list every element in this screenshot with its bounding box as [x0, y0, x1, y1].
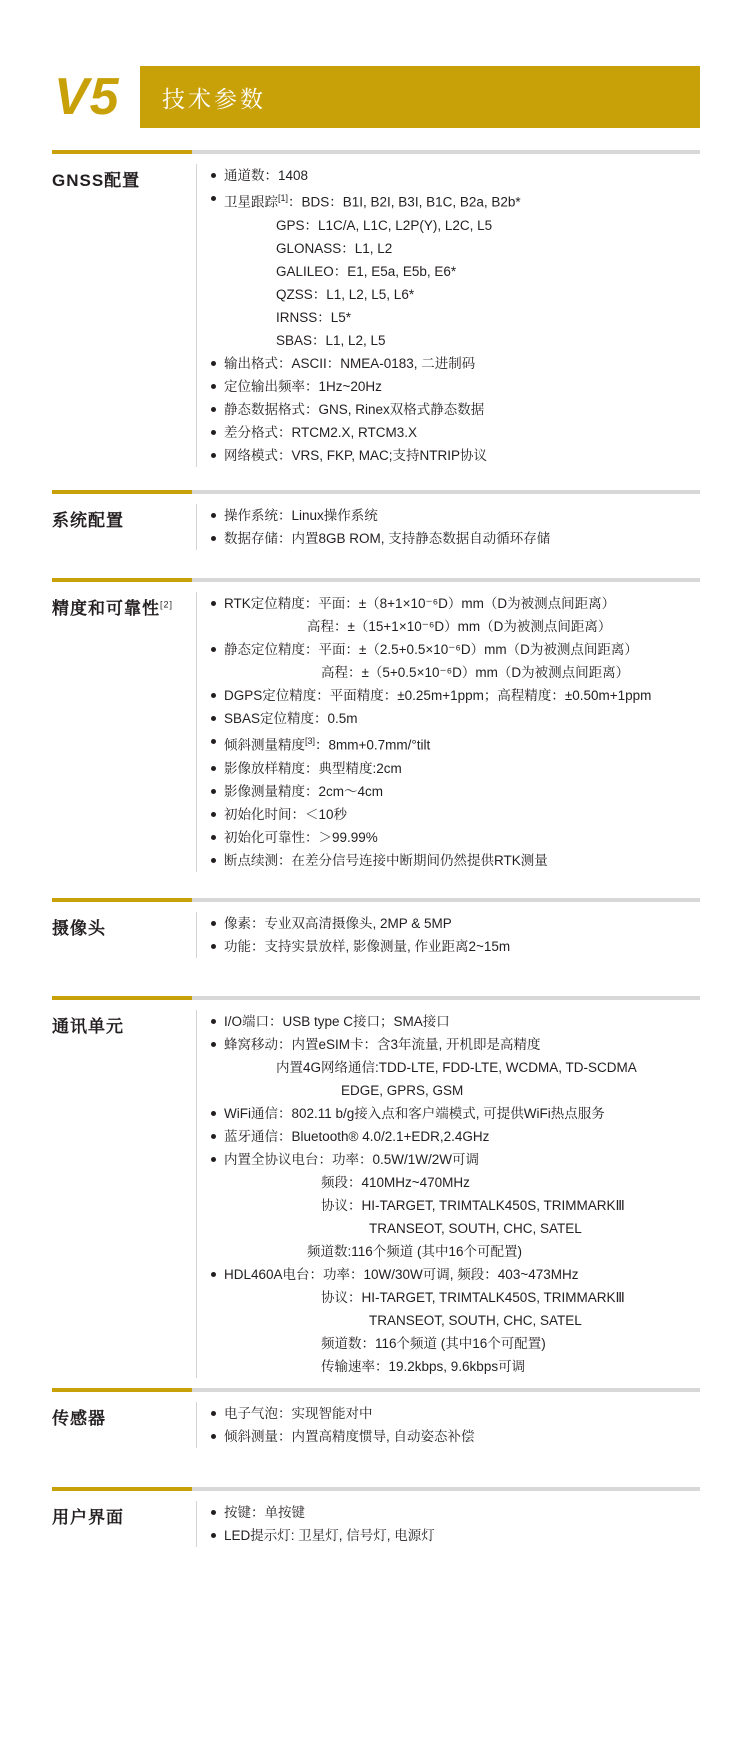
list-item: LED提示灯: 卫星灯, 信号灯, 电源灯	[211, 1524, 700, 1547]
list-item: GPS：L1C/A, L1C, L2P(Y), L2C, L5	[276, 217, 493, 233]
spec-list	[211, 912, 700, 958]
section-user-interface	[52, 1487, 700, 1547]
list-item: 蜂窝移动：内置eSIM卡：含3年流量, 开机即是高精度	[211, 1033, 700, 1056]
list-item: 像素：专业双高清摄像头, 2MP & 5MP	[211, 912, 700, 935]
section-content-accuracy	[196, 592, 700, 872]
section-sensor	[52, 1388, 700, 1448]
list-item: 功能：支持实景放样, 影像测量, 作业距离2~15m	[211, 935, 700, 958]
list-item: EDGE, GPRS, GSM	[341, 1083, 464, 1098]
section-content-user-interface	[196, 1501, 700, 1547]
list-item: IRNSS：L5*	[276, 309, 352, 325]
list-item: 初始化可靠性：＞99.99%	[211, 826, 700, 849]
section-camera	[52, 898, 700, 958]
section-accuracy	[52, 578, 700, 872]
section-label-sensor: 传感器	[52, 1409, 106, 1428]
list-item: 协议：HI-TARGET, TRIMTALK450S, TRIMMARKⅢ	[321, 1198, 625, 1213]
list-item: TRANSEOT, SOUTH, CHC, SATEL	[369, 1313, 582, 1328]
list-item: 网络模式：VRS, FKP, MAC;支持NTRIP协议	[211, 444, 700, 467]
section-system	[52, 490, 700, 550]
spec-list	[211, 504, 700, 550]
list-item: 频道数:116个频道 (其中16个可配置)	[307, 1244, 523, 1259]
section-content-camera	[196, 912, 700, 958]
list-item: 高程：±（5+0.5×10⁻⁶D）mm（D为被测点间距离）	[321, 665, 630, 680]
list-item: 内置全协议电台：功率：0.5W/1W/2W可调	[211, 1148, 700, 1171]
list-item: 差分格式：RTCM2.X, RTCM3.X	[211, 421, 700, 444]
list-item: SBAS定位精度：0.5m	[211, 707, 700, 730]
list-item: 内置4G网络通信:TDD-LTE, FDD-LTE, WCDMA, TD-SCDMA	[276, 1060, 637, 1075]
list-item: RTK定位精度：平面：±（8+1×10⁻⁶D）mm（D为被测点间距离）	[211, 592, 700, 615]
list-item: SBAS：L1, L2, L5	[276, 332, 386, 348]
list-item: GALILEO：E1, E5a, E5b, E6*	[276, 263, 457, 279]
list-item: 静态数据格式：GNS, Rinex双格式静态数据	[211, 398, 700, 421]
header-title-bar	[140, 66, 700, 128]
spec-list	[211, 1010, 700, 1378]
spec-list	[211, 1501, 700, 1547]
list-item: DGPS定位精度：平面精度：±0.25m+1ppm；高程精度：±0.50m+1ppm	[211, 684, 700, 707]
list-item: GLONASS：L1, L2	[276, 240, 393, 256]
spec-list	[211, 1402, 700, 1448]
list-item: 初始化时间：＜10秒	[211, 803, 700, 826]
list-item: TRANSEOT, SOUTH, CHC, SATEL	[369, 1221, 582, 1236]
section-label-accuracy: 精度和可靠性[2]	[52, 599, 174, 618]
list-item: 电子气泡：实现智能对中	[211, 1402, 700, 1425]
list-item: 传输速率：19.2kbps, 9.6kbps可调	[321, 1359, 526, 1374]
section-content-communication	[196, 1010, 700, 1378]
page-title: 技术参数	[162, 85, 266, 112]
list-item: 频段：410MHz~470MHz	[321, 1175, 470, 1190]
list-item: 蓝牙通信：Bluetooth® 4.0/2.1+EDR,2.4GHz	[211, 1125, 700, 1148]
list-item: WiFi通信：802.11 b/g接入点和客户端模式, 可提供WiFi热点服务	[211, 1102, 700, 1125]
section-communication	[52, 996, 700, 1378]
list-item: 影像放样精度：典型精度:2cm	[211, 757, 700, 780]
list-item: 按键：单按键	[211, 1501, 700, 1524]
list-item: 高程：±（15+1×10⁻⁶D）mm（D为被测点间距离）	[307, 619, 612, 634]
list-item: 输出格式：ASCII：NMEA-0183, 二进制码	[211, 352, 700, 375]
section-label-system: 系统配置	[52, 511, 124, 530]
list-item: HDL460A电台：功率：10W/30W可调, 频段：403~473MHz	[211, 1263, 700, 1286]
page-header	[52, 66, 700, 128]
section-label-communication: 通讯单元	[52, 1017, 124, 1036]
list-item: 协议：HI-TARGET, TRIMTALK450S, TRIMMARKⅢ	[321, 1290, 625, 1305]
list-item: 定位输出频率：1Hz~20Hz	[211, 375, 700, 398]
list-item: 影像测量精度：2cm～4cm	[211, 780, 700, 803]
model-name: V5	[54, 68, 120, 126]
list-item: 卫星跟踪[1]：BDS：B1I, B2I, B3I, B1C, B2a, B2b*	[211, 187, 700, 214]
spec-list	[211, 592, 700, 872]
section-content-system	[196, 504, 700, 550]
section-label-gnss: GNSS配置	[52, 171, 141, 190]
section-label-user-interface: 用户界面	[52, 1508, 124, 1527]
list-item: QZSS：L1, L2, L5, L6*	[276, 286, 415, 302]
list-item: 数据存储：内置8GB ROM, 支持静态数据自动循环存储	[211, 527, 700, 550]
spec-list	[211, 164, 700, 467]
list-item: 操作系统：Linux操作系统	[211, 504, 700, 527]
list-item: 频道数：116个频道 (其中16个可配置)	[321, 1336, 546, 1351]
list-item: 静态定位精度：平面：±（2.5+0.5×10⁻⁶D）mm（D为被测点间距离）	[211, 638, 700, 661]
section-content-gnss	[196, 164, 700, 467]
section-content-sensor	[196, 1402, 700, 1448]
list-item: 断点续测：在差分信号连接中断期间仍然提供RTK测量	[211, 849, 700, 872]
section-gnss	[52, 150, 700, 467]
list-item: 倾斜测量精度[3]：8mm+0.7mm/°tilt	[211, 730, 700, 757]
section-label-camera: 摄像头	[52, 919, 106, 938]
list-item: 通道数：1408	[211, 164, 700, 187]
list-item: 倾斜测量：内置高精度惯导, 自动姿态补偿	[211, 1425, 700, 1448]
list-item: I/O端口：USB type C接口；SMA接口	[211, 1010, 700, 1033]
